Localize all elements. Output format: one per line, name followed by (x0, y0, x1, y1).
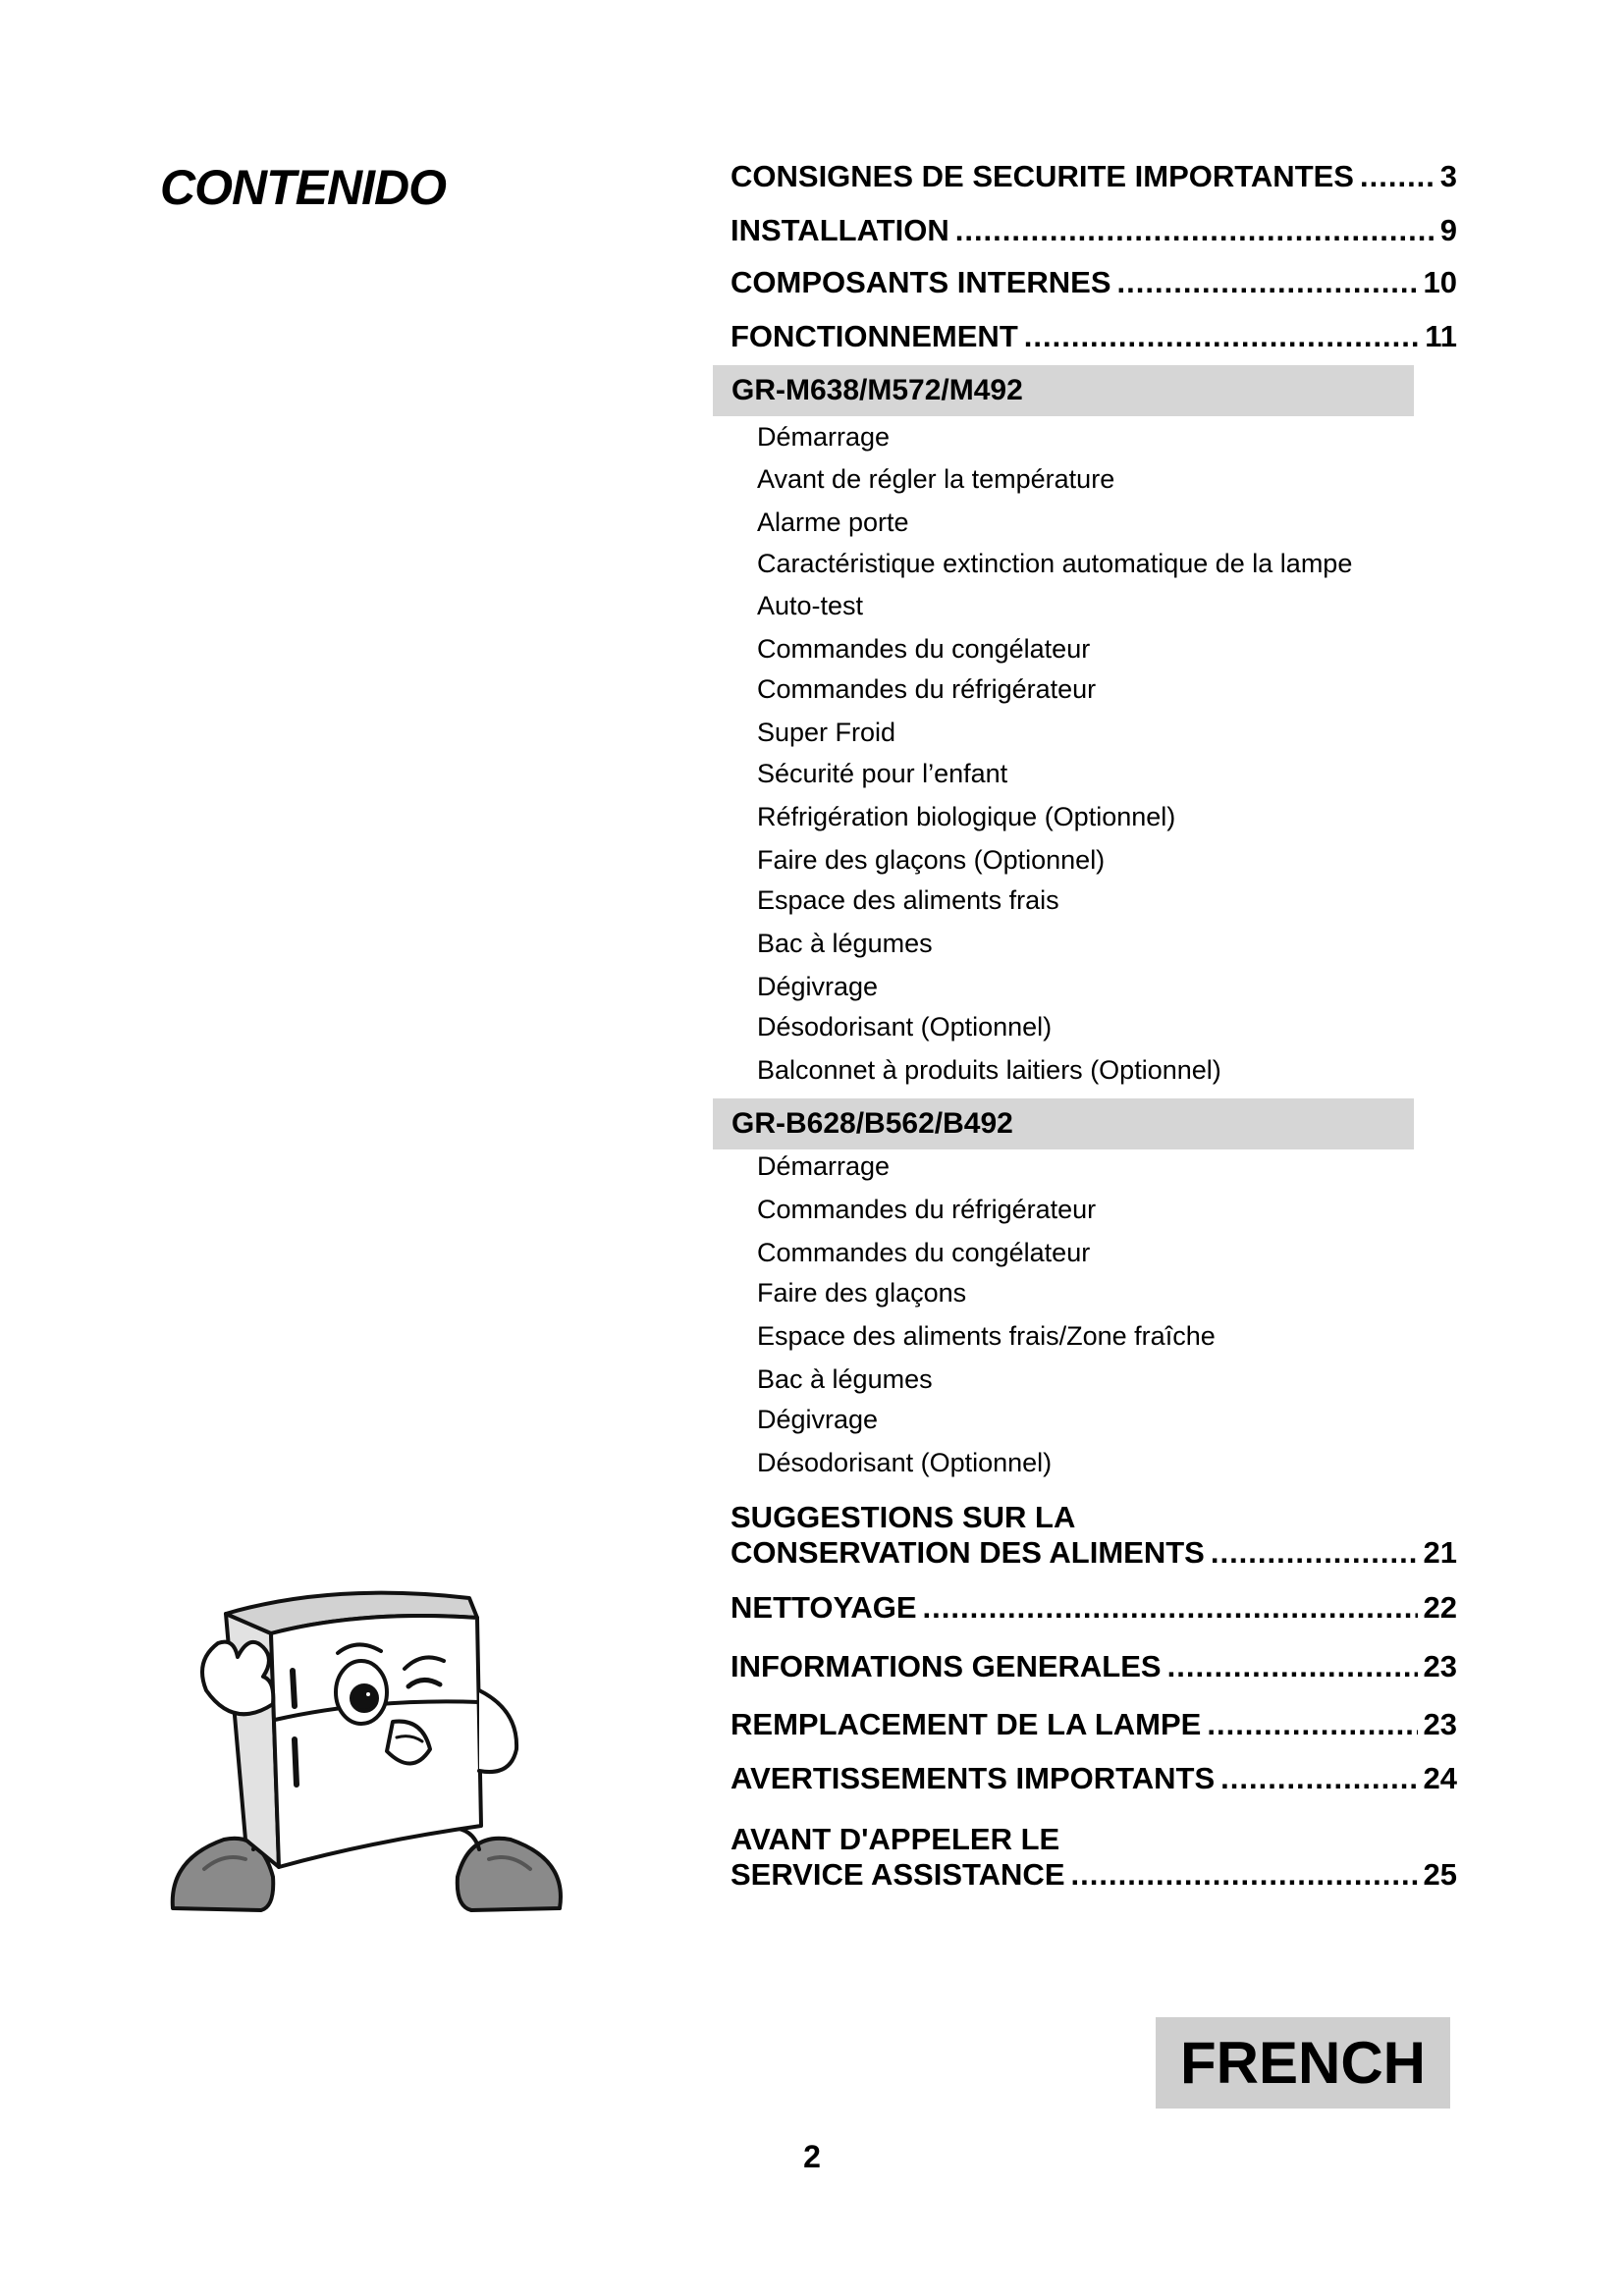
toc-entry[interactable] (731, 265, 1457, 300)
sub-item[interactable]: Désodorisant (Optionnel) (757, 1012, 1053, 1041)
toc-entry[interactable] (731, 1649, 1457, 1684)
toc-entry[interactable] (731, 1761, 1457, 1796)
sub-item[interactable]: Bac à légumes (757, 929, 933, 958)
sub-item[interactable]: Dégivrage (757, 1405, 879, 1434)
toc-leader-dots (1220, 1761, 1417, 1796)
sub-item[interactable]: Réfrigération biologique (Optionnel) (757, 802, 1176, 831)
toc-entry-label: INFORMATIONS GENERALES (731, 1649, 1162, 1683)
toc-entry-label: CONSIGNES DE SECURITE IMPORTANTES (731, 159, 1354, 193)
toc-leader-dots (1207, 1707, 1417, 1742)
sub-item[interactable]: Commandes du congélateur (757, 634, 1091, 664)
sub-item[interactable]: Avant de régler la température (757, 464, 1115, 494)
toc-entry-label-line1: SUGGESTIONS SUR LA (731, 1500, 1076, 1534)
toc-leader-dots (1211, 1535, 1418, 1571)
sub-item[interactable]: Alarme porte (757, 507, 909, 537)
toc-entry-label: NETTOYAGE (731, 1590, 917, 1625)
sub-item[interactable]: Auto-test (757, 591, 864, 620)
toc-entry-label-line2: CONSERVATION DES ALIMENTS (731, 1535, 1205, 1570)
sub-item[interactable]: Démarrage (757, 1151, 891, 1181)
toc-entry-label: INSTALLATION (731, 213, 949, 247)
toc-entry-label: REMPLACEMENT DE LA LAMPE (731, 1707, 1202, 1741)
toc-entry-page: 23 (1423, 1707, 1457, 1741)
sub-item[interactable]: Caractéristique extinction automatique de la lampe (757, 549, 1353, 578)
toc-entry[interactable] (731, 213, 1457, 248)
toc-entry-page: 22 (1423, 1590, 1457, 1625)
language-label: FRENCH (1156, 2017, 1450, 2109)
toc-entry-label: AVERTISSEMENTS IMPORTANTS (731, 1761, 1216, 1795)
sub-item[interactable]: Commandes du réfrigérateur (757, 1195, 1097, 1224)
toc-entry-label (731, 1500, 1205, 1571)
toc-entry-page: 9 (1439, 213, 1457, 247)
toc-entry-label-line2: SERVICE ASSISTANCE (731, 1857, 1065, 1892)
section-header-gr-b628: GR-B628/B562/B492 (713, 1098, 1414, 1149)
toc-entry[interactable] (731, 1707, 1457, 1742)
sub-item[interactable]: Super Froid (757, 718, 896, 747)
sub-item[interactable]: Sécurité pour l’enfant (757, 759, 1008, 788)
page-title: CONTENIDO (160, 160, 446, 215)
toc-entry[interactable] (731, 319, 1457, 354)
section-header-gr-m638: GR-M638/M572/M492 (713, 365, 1414, 416)
sub-item[interactable]: Faire des glaçons (Optionnel) (757, 845, 1106, 875)
toc-entry-label: COMPOSANTS INTERNES (731, 265, 1111, 299)
sub-item[interactable]: Espace des aliments frais/Zone fraîche (757, 1321, 1216, 1351)
refrigerator-mascot-icon (165, 1582, 597, 1916)
toc-leader-dots (1117, 265, 1418, 300)
toc-entry-label-line1: AVANT D'APPELER LE (731, 1822, 1060, 1856)
sub-item[interactable]: Bac à légumes (757, 1364, 933, 1394)
toc-entry[interactable] (731, 1500, 1457, 1571)
toc-entry-page: 11 (1425, 319, 1457, 353)
sub-item[interactable]: Désodorisant (Optionnel) (757, 1448, 1053, 1477)
toc-entry[interactable] (731, 1822, 1457, 1893)
sub-item[interactable]: Dégivrage (757, 972, 879, 1001)
toc-leader-dots (1071, 1857, 1418, 1893)
toc-leader-dots (1024, 319, 1419, 354)
toc-leader-dots (1167, 1649, 1418, 1684)
sub-item[interactable]: Commandes du congélateur (757, 1238, 1091, 1267)
sub-item[interactable]: Balconnet à produits laitiers (Optionnel) (757, 1055, 1221, 1085)
toc-entry-label (731, 1822, 1065, 1893)
sub-item[interactable]: Commandes du réfrigérateur (757, 674, 1097, 704)
toc-entry-page: 25 (1423, 1857, 1457, 1892)
toc-leader-dots (923, 1590, 1418, 1626)
toc-leader-dots (1360, 159, 1435, 194)
toc-entry-page: 3 (1439, 159, 1457, 193)
toc-entry-page: 24 (1423, 1761, 1457, 1795)
sub-item[interactable]: Faire des glaçons (757, 1278, 967, 1308)
sub-item[interactable]: Espace des aliments frais (757, 885, 1059, 915)
page-number: 2 (803, 2139, 821, 2174)
toc-entry[interactable] (731, 159, 1457, 194)
toc-entry-page: 21 (1423, 1535, 1457, 1570)
toc-entry-label: FONCTIONNEMENT (731, 319, 1018, 353)
toc-entry-page: 10 (1423, 265, 1457, 299)
toc-entry-page: 23 (1423, 1649, 1457, 1683)
toc-entry[interactable] (731, 1590, 1457, 1626)
toc-leader-dots (955, 213, 1435, 248)
sub-item[interactable]: Démarrage (757, 422, 891, 452)
